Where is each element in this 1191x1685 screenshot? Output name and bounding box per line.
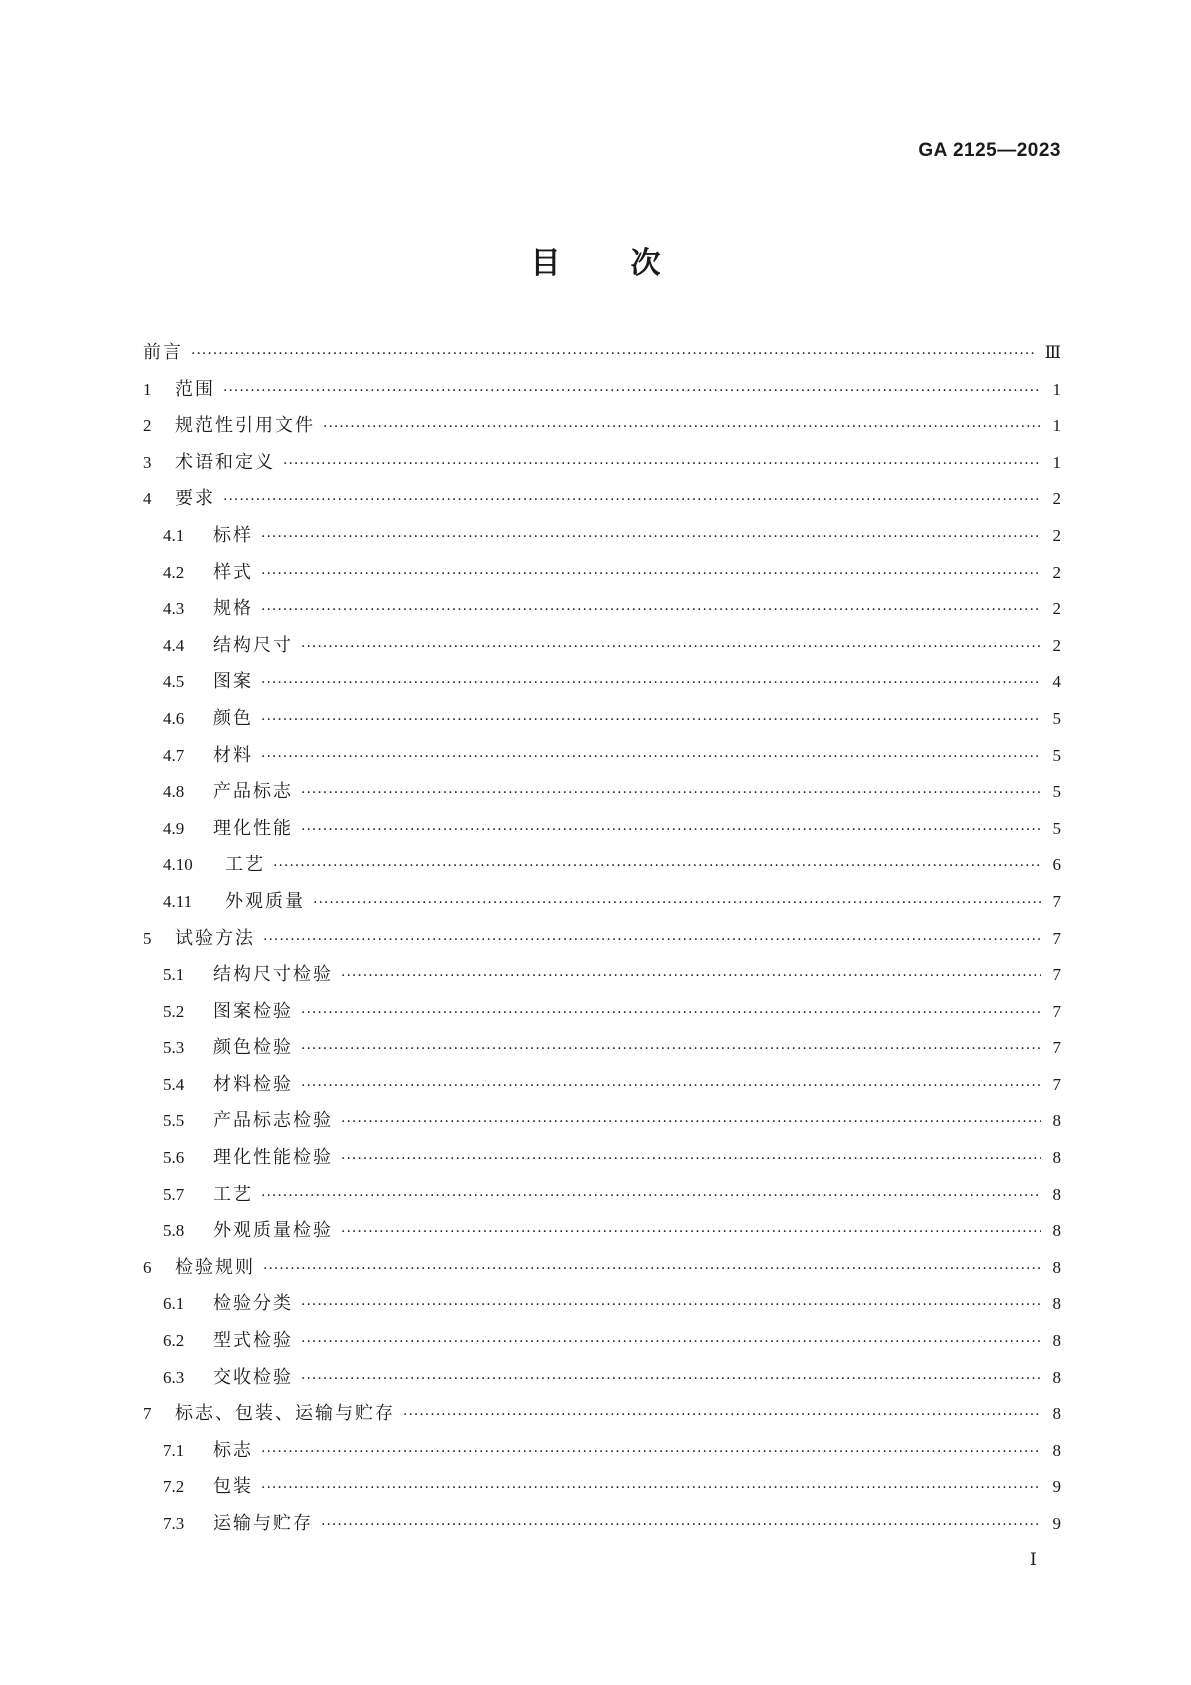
- toc-entry[interactable]: [143, 335, 1061, 372]
- toc-leader-dots: [301, 995, 1041, 1032]
- toc-entry-number: 6: [143, 1257, 152, 1277]
- toc-entry[interactable]: [143, 1140, 1061, 1177]
- toc-entry-label: 要求: [175, 488, 215, 510]
- toc-entry[interactable]: [143, 445, 1061, 482]
- toc-leader-dots: [301, 629, 1041, 666]
- toc-entry-label: 结构尺寸: [213, 634, 293, 656]
- toc-entry-label: 工艺: [213, 1183, 253, 1205]
- toc-entry-page: 9: [1052, 1514, 1061, 1533]
- toc-leader-dots: [273, 848, 1041, 885]
- toc-entry-page: 7: [1052, 1001, 1061, 1021]
- toc-entry-page: 1: [1052, 416, 1061, 436]
- toc-entry[interactable]: [143, 555, 1061, 592]
- toc-entry-label: 试验方法: [175, 927, 255, 949]
- toc-entry[interactable]: [143, 994, 1061, 1031]
- toc-entry-page: 5: [1052, 745, 1061, 765]
- toc-leader-dots: [263, 1251, 1041, 1288]
- toc-leader-dots: [323, 409, 1041, 446]
- toc-entry-number: 6.3: [163, 1367, 185, 1387]
- toc-entry[interactable]: [143, 774, 1061, 811]
- toc-entry-label: 样式: [213, 561, 253, 583]
- toc-leader-dots: [223, 373, 1041, 410]
- toc-entry[interactable]: [143, 591, 1061, 628]
- toc-entry-label: 图案: [213, 671, 253, 693]
- toc-entry-number: 4.5: [163, 672, 185, 692]
- toc-entry[interactable]: [143, 884, 1061, 921]
- toc-entry[interactable]: [143, 738, 1061, 775]
- toc-entry-label: 运输与贮存: [213, 1513, 313, 1534]
- toc-entry-page: 8: [1052, 1184, 1061, 1204]
- toc-entry-label: 范围: [175, 378, 215, 400]
- toc-entry-number: 4.1: [163, 525, 185, 545]
- toc-entry[interactable]: [143, 1030, 1061, 1067]
- toc-entry-number: 5.5: [163, 1111, 185, 1131]
- toc-entry-page: 7: [1052, 965, 1061, 985]
- toc-entry-number: 7.1: [163, 1440, 185, 1460]
- toc-entry-page: 5: [1052, 818, 1061, 838]
- toc-entry-label: 包装: [213, 1476, 253, 1498]
- toc-leader-dots: [341, 1104, 1041, 1141]
- toc-entry-label: 产品标志检验: [213, 1110, 333, 1132]
- toc-leader-dots: [321, 1507, 1041, 1544]
- toc-entry-page: 7: [1052, 1074, 1061, 1094]
- toc-entry-page: 6: [1052, 855, 1061, 875]
- toc-entry-label: 产品标志: [213, 781, 293, 803]
- toc-entry-label: 检验规则: [175, 1256, 255, 1278]
- toc-leader-dots: [261, 702, 1041, 739]
- toc-entry-label: 理化性能: [213, 817, 293, 839]
- toc-entry-number: 5.2: [163, 1001, 185, 1021]
- toc-entry-label: 材料检验: [213, 1073, 293, 1095]
- toc-entry-page: 8: [1052, 1221, 1061, 1241]
- toc-entry-label: 颜色: [213, 707, 253, 729]
- toc-leader-dots: [261, 592, 1041, 629]
- toc-entry-page: 2: [1052, 599, 1061, 619]
- toc-leader-dots: [301, 1361, 1041, 1398]
- title-char-2: 次: [630, 246, 661, 281]
- toc-entry-label: 颜色检验: [213, 1037, 293, 1059]
- toc-entry-number: 5.4: [163, 1074, 185, 1094]
- toc-entry-label: 图案检验: [213, 1000, 293, 1022]
- toc-entry-page: 8: [1052, 1111, 1061, 1131]
- toc-entry-number: 4.9: [163, 818, 185, 838]
- toc-entry[interactable]: [143, 847, 1061, 884]
- toc-entry-page: 2: [1052, 489, 1061, 509]
- toc-leader-dots: [261, 556, 1041, 593]
- toc-entry[interactable]: [143, 1506, 1061, 1543]
- toc-entry-page: 2: [1052, 635, 1061, 655]
- toc-entry-number: 6.1: [163, 1294, 185, 1314]
- toc-entry[interactable]: [143, 664, 1061, 701]
- toc-entry-number: 5.1: [163, 965, 185, 985]
- toc-entry-label: 检验分类: [213, 1293, 293, 1315]
- toc-entry-number: 4.7: [163, 745, 185, 765]
- toc-entry-label: 前言: [143, 342, 183, 363]
- toc-leader-dots: [261, 665, 1041, 702]
- toc-entry-number: 1: [143, 379, 152, 399]
- standard-code: GA 2125—2023: [918, 140, 1061, 161]
- toc-entry-page: 4: [1052, 672, 1061, 692]
- toc-entry-label: 外观质量: [225, 890, 305, 912]
- title-char-1: 目: [530, 246, 561, 281]
- toc-entry-page: 8: [1052, 1404, 1061, 1424]
- toc-entry-number: 7.2: [163, 1477, 185, 1497]
- toc-leader-dots: [301, 1068, 1041, 1105]
- toc-entry-page: 2: [1052, 562, 1061, 582]
- toc-entry[interactable]: [143, 408, 1061, 445]
- toc-entry[interactable]: [143, 1323, 1061, 1360]
- toc-leader-dots: [261, 739, 1041, 776]
- toc-entry[interactable]: [143, 1067, 1061, 1104]
- toc-leader-dots: [301, 775, 1041, 812]
- toc-leader-dots: [261, 1434, 1041, 1471]
- toc-entry-page: 8: [1052, 1294, 1061, 1314]
- toc-entry-number: 7.3: [163, 1514, 185, 1533]
- toc-leader-dots: [261, 519, 1041, 556]
- toc-entry-label: 规范性引用文件: [175, 415, 315, 437]
- toc-entry-label: 材料: [213, 744, 253, 766]
- toc-entry-page: 7: [1052, 928, 1061, 948]
- toc-entry-number: 4.11: [163, 891, 193, 911]
- toc-entry-number: 2: [143, 416, 152, 436]
- toc-entry-number: 4: [143, 489, 152, 509]
- toc-entry[interactable]: [143, 628, 1061, 665]
- toc-entry-number: 6.2: [163, 1331, 185, 1351]
- toc-entry[interactable]: [143, 701, 1061, 738]
- toc-leader-dots: [341, 1141, 1041, 1178]
- toc-entry-label: 理化性能检验: [213, 1147, 333, 1169]
- toc-leader-dots: [191, 336, 1037, 373]
- toc-leader-dots: [301, 1324, 1041, 1361]
- toc-entry-page: 8: [1052, 1257, 1061, 1277]
- toc-leader-dots: [301, 812, 1041, 849]
- toc-leader-dots: [403, 1397, 1041, 1434]
- toc-entry-number: 3: [143, 452, 152, 472]
- toc-entry-page: 7: [1052, 1038, 1061, 1058]
- toc-leader-dots: [301, 1031, 1041, 1068]
- toc-entry-page: Ⅲ: [1044, 343, 1061, 362]
- toc-entry-page: 8: [1052, 1148, 1061, 1168]
- toc-entry[interactable]: [143, 1213, 1061, 1250]
- toc-entry-number: 4.6: [163, 708, 185, 728]
- toc-entry-number: 5.8: [163, 1221, 185, 1241]
- toc-entry-page: 8: [1052, 1367, 1061, 1387]
- toc-entry[interactable]: [143, 481, 1061, 518]
- toc-entry-page: 1: [1052, 452, 1061, 472]
- toc-entry-label: 结构尺寸检验: [213, 964, 333, 986]
- toc-entry[interactable]: [143, 1103, 1061, 1140]
- toc-entry-label: 标志: [213, 1439, 253, 1461]
- toc-entry-number: 5.7: [163, 1184, 185, 1204]
- toc-entry-page: 1: [1052, 379, 1061, 399]
- toc-entry[interactable]: [143, 518, 1061, 555]
- toc-entry-number: 5: [143, 928, 152, 948]
- toc-entry-number: 4.8: [163, 782, 185, 802]
- toc-entry[interactable]: [143, 1177, 1061, 1214]
- toc-entry-number: 7: [143, 1404, 152, 1424]
- toc-leader-dots: [261, 1178, 1041, 1215]
- toc-entry[interactable]: [143, 372, 1061, 409]
- toc-leader-dots: [313, 885, 1041, 922]
- toc-entry-page: 9: [1052, 1477, 1061, 1497]
- toc-leader-dots: [263, 922, 1041, 959]
- toc-entry[interactable]: [143, 1469, 1061, 1506]
- toc-leader-dots: [301, 1287, 1041, 1324]
- toc-entry-label: 外观质量检验: [213, 1220, 333, 1242]
- toc-entry-page: 2: [1052, 525, 1061, 545]
- page-number: Ⅰ: [1030, 1550, 1037, 1569]
- page-title: [0, 244, 1191, 284]
- toc-leader-dots: [223, 482, 1041, 519]
- toc-entry-label: 标样: [213, 524, 253, 546]
- toc-entry-label: 标志、包装、运输与贮存: [175, 1403, 395, 1425]
- toc-entry-label: 规格: [213, 598, 253, 620]
- toc-entry-page: 8: [1052, 1331, 1061, 1351]
- toc-entry-number: 5.6: [163, 1148, 185, 1168]
- toc-entry-page: 5: [1052, 708, 1061, 728]
- toc-entry[interactable]: [143, 811, 1061, 848]
- toc-entry-label: 工艺: [225, 854, 265, 876]
- toc-leader-dots: [283, 446, 1041, 483]
- toc-entry[interactable]: [143, 1396, 1061, 1433]
- toc-entry[interactable]: [143, 1433, 1061, 1470]
- toc-entry-number: 4.2: [163, 562, 185, 582]
- toc-entry-number: 4.10: [163, 855, 193, 875]
- toc-entry-page: 8: [1052, 1440, 1061, 1460]
- toc-entry[interactable]: [143, 1250, 1061, 1287]
- toc-entry[interactable]: [143, 921, 1061, 958]
- toc-entry-page: 5: [1052, 782, 1061, 802]
- toc-entry-number: 5.3: [163, 1038, 185, 1058]
- toc-leader-dots: [261, 1470, 1041, 1507]
- toc-entry-label: 型式检验: [213, 1330, 293, 1352]
- table-of-contents: [143, 335, 1061, 1543]
- toc-entry-number: 4.3: [163, 599, 185, 619]
- toc-entry-label: 交收检验: [213, 1366, 293, 1388]
- toc-leader-dots: [341, 1214, 1041, 1251]
- toc-entry[interactable]: [143, 1360, 1061, 1397]
- toc-entry-label: 术语和定义: [175, 451, 275, 473]
- toc-entry[interactable]: [143, 957, 1061, 994]
- toc-entry-page: 7: [1052, 891, 1061, 911]
- toc-entry-number: 4.4: [163, 635, 185, 655]
- toc-leader-dots: [341, 958, 1041, 995]
- toc-entry[interactable]: [143, 1286, 1061, 1323]
